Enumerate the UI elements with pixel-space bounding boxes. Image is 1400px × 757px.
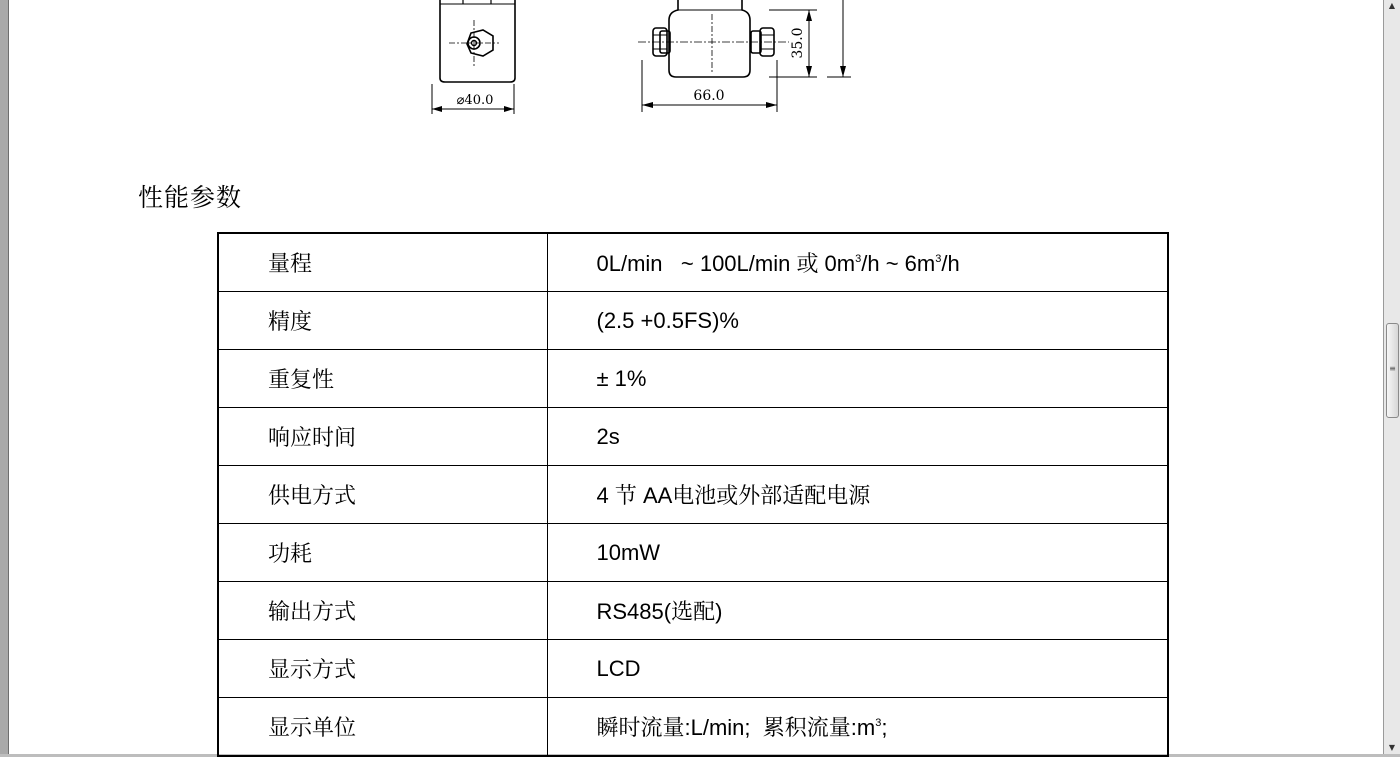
spec-value: (2.5 +0.5FS)% — [547, 292, 1168, 350]
spec-name: 功耗 — [218, 524, 547, 582]
technical-drawing — [9, 0, 1383, 125]
spec-name: 显示方式 — [218, 640, 547, 698]
grip-icon: ≡ — [1389, 364, 1396, 373]
spec-value: 10mW — [547, 524, 1168, 582]
spec-value: 4 节 AA电池或外部适配电源 — [547, 466, 1168, 524]
side-view — [638, 0, 851, 112]
scroll-thumb[interactable] — [1386, 323, 1399, 418]
spec-value: 2s — [547, 408, 1168, 466]
spec-name: 显示单位 — [218, 698, 547, 757]
table-row — [218, 640, 1168, 698]
spec-value: ± 1% — [547, 350, 1168, 408]
table-row — [218, 582, 1168, 640]
left-window-edge — [0, 0, 9, 754]
vertical-scrollbar[interactable] — [1383, 0, 1400, 754]
section-title: 性能参数 — [138, 183, 243, 212]
spec-value: 0L/min ~ 100L/min 或 $0m^3/h$ ~ $6m^3/h$ — [547, 233, 1168, 292]
table-row — [218, 466, 1168, 524]
width-dimension: 66.0 — [693, 88, 725, 104]
table-row — [218, 233, 1168, 292]
table-row — [218, 524, 1168, 582]
spec-name: 输出方式 — [218, 582, 547, 640]
diameter-dimension: ⌀40.0 — [456, 93, 494, 108]
height-dimension: 35.0 — [790, 27, 806, 59]
spec-table — [217, 232, 1169, 757]
document-page — [9, 0, 1384, 754]
spec-value: 瞬时流量:L/min; 累积流量$:m^3$; — [547, 698, 1168, 757]
spec-name: 供电方式 — [218, 466, 547, 524]
table-row — [218, 408, 1168, 466]
table-row — [218, 292, 1168, 350]
spec-name: 量程 — [218, 233, 547, 292]
scroll-up-arrow-icon[interactable]: ▲ — [1388, 1, 1396, 10]
scroll-down-arrow-icon[interactable]: ▼ — [1388, 743, 1396, 752]
table-row — [218, 350, 1168, 408]
spec-name: 精度 — [218, 292, 547, 350]
spec-name: 响应时间 — [218, 408, 547, 466]
spec-value: LCD — [547, 640, 1168, 698]
table-row — [218, 698, 1168, 757]
spec-value: RS485(选配) — [547, 582, 1168, 640]
spec-name: 重复性 — [218, 350, 547, 408]
